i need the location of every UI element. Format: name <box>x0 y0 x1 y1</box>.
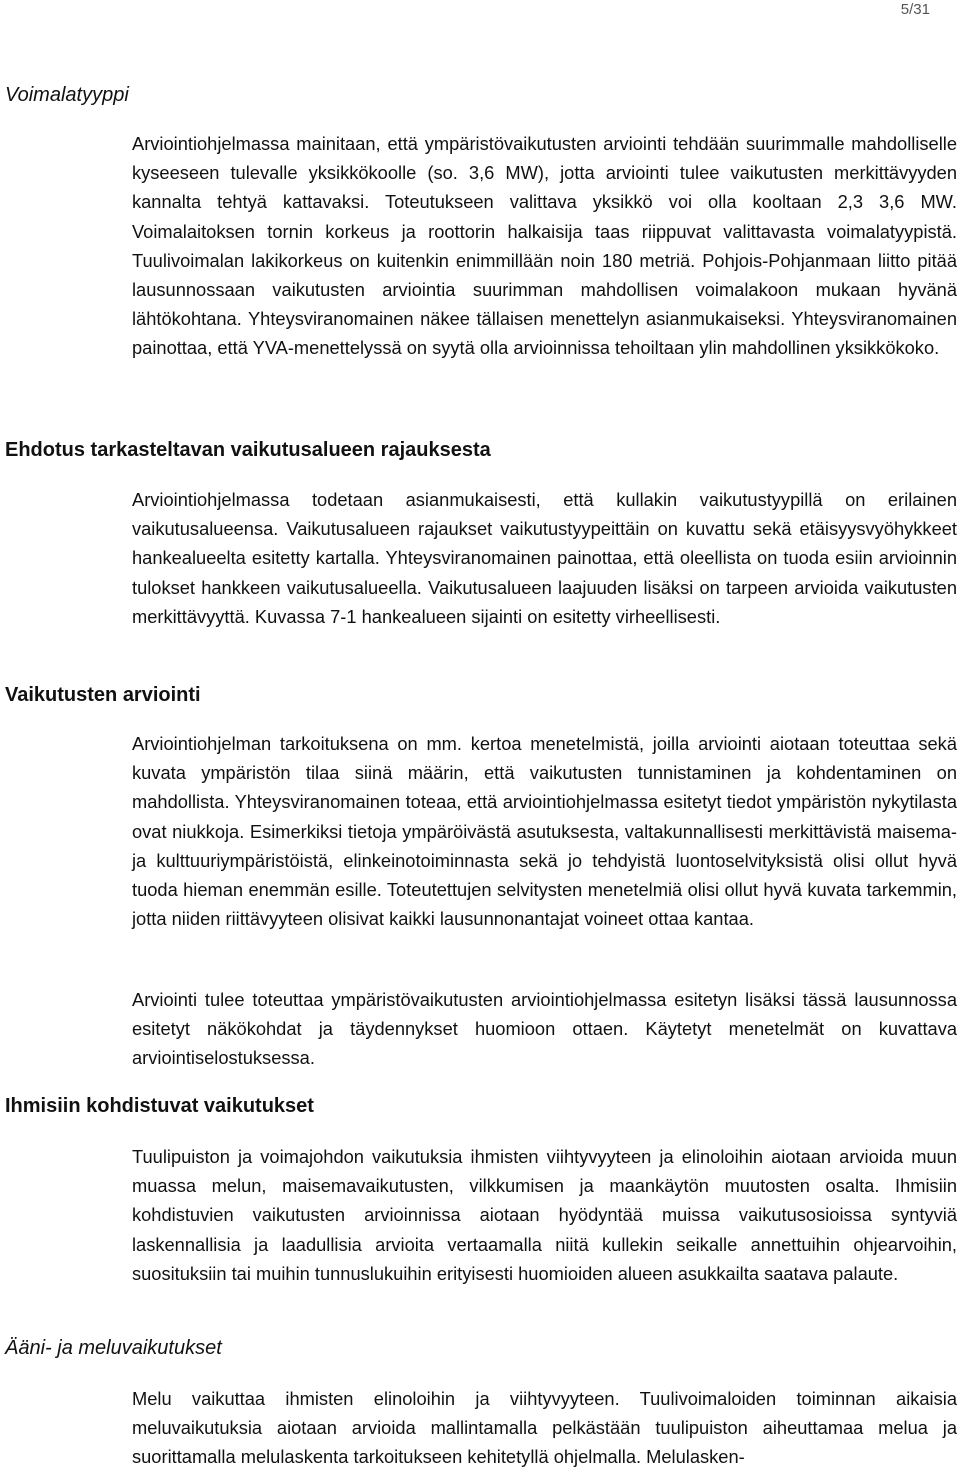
section-heading-arviointi: Vaikutusten arviointi <box>5 684 201 706</box>
paragraph-voimalatyyppi: Arviointiohjelmassa mainitaan, että ympäristövaikutusten arviointi tehdään suurimmalle mahdolliselle kyseeseen tulevalle yksikkökoolle (so. 3,6 MW), jotta arviointi tulee vaikutusten merkittävyyden kannalta tehtyä kattavaksi. Toteutukseen valittava yksikkö voi olla kooltaan 2,3 3,6 MW. Voimalaitoksen tornin korkeus ja roottorin halkaisija taas riippuvat valittavasta voimalatyypistä. Tuulivoimalan lakikorkeus on kuitenkin enimmillään noin 180 metriä. Pohjois-Pohjanmaan liitto pitää lausunnossaan vaikutusten arviointia suurimman mahdollisen voimalakoon mukaan hyvänä lähtökohtana. Yhteysviranomainen näkee tällaisen menettelyn asianmukaiseksi. Yhteysviranomainen painottaa, että YVA-menettelyssä on syytä olla arvioinnissa tehoiltaan ylin mahdollinen yksikkökoko. <box>132 133 957 359</box>
paragraph-arviointi-2: Arviointi tulee toteuttaa ympäristövaikutusten arviointiohjelmassa esitetyn lisäksi tässä lausunnossa esitetyt näkökohdat ja täydennykset huomioon ottaen. Käytetyt menetelmät on kuvattava arviointiselostuksessa. <box>132 989 957 1069</box>
paragraph-rajaus: Arviointiohjelmassa todetaan asianmukaisesti, että kullakin vaikutustyypillä on erilainen vaikutusalueensa. Vaikutusalueen rajaukset vaikutustyypeittäin on kuvattu sekä etäisyysvyöhykkeet hankealueelta esitetty kartalla. Yhteysviranomainen painottaa, että oleellista on tuoda esiin arvioinnin tulokset hankkeen vaikutusalueella. Vaikutusalueen laajuuden lisäksi on tarpeen arvioida vaikutusten merkittävyyttä. Kuvassa 7-1 hankealueen sijainti on esitetty virheellisesti. <box>132 489 957 627</box>
section-heading-ihmisiin: Ihmisiin kohdistuvat vaikutukset <box>5 1095 314 1117</box>
paragraph-melu: Melu vaikuttaa ihmisten elinoloihin ja viihtyvyyteen. Tuulivoimaloiden toiminnan aikaisia meluvaikutuksia aiotaan arvioida mallintamalla pelkästään tuulipuiston aiheuttamaa melua ja suorittamalla melulaskenta tarkoitukseen kehitetyllä ohjelmalla. Melulasken- <box>132 1388 957 1468</box>
paragraph-arviointi-1: Arviointiohjelman tarkoituksena on mm. kertoa menetelmistä, joilla arviointi aiotaan toteuttaa sekä kuvata ympäristön tilaa siinä määrin, että vaikutusten tunnistaminen ja kohdentaminen on mahdollista. Yhteysviranomainen toteaa, että arviointiohjelmassa esitetyt tiedot ympäristön nykytilasta ovat niukkoja. Esimerkiksi tietoja ympäröivästä asutuksesta, valtakunnallisesti merkittävistä maisema- ja kulttuuriympäristöistä, elinkeinotoiminnasta sekä jo tehdyistä luontoselvityksistä olisi ollut hyvä tuoda hieman enemmän esille. Toteutettujen selvitysten menetelmiä olisi ollut hyvä kuvata tarkemmin, jotta niiden riittävyyteen olisivat kaikki lausunnonantajat voineet ottaa kantaa. <box>132 733 957 930</box>
page-number: 5/31 <box>900 1 930 18</box>
section-heading-rajaus: Ehdotus tarkasteltavan vaikutusalueen rajauksesta <box>5 439 491 461</box>
section-heading-melu: Ääni- ja meluvaikutukset <box>5 1337 222 1359</box>
paragraph-ihmisiin: Tuulipuiston ja voimajohdon vaikutuksia ihmisten viihtyvyyteen ja elinoloihin aiotaan arvioida muun muassa melun, maisemavaikutusten, vilkkumisen ja maankäytön muutosten osalta. Ihmisiin kohdistuvien vaikutusten arvioinnissa aiotaan hyödyntää muissa vaikutusosioissa syntyviä laskennallisia ja laadullisia arvioita vertaamalla niitä kullekin seikalle annettuihin ohjearvoihin, suosituksiin tai muihin tunnuslukuihin erityisesti huomioiden alueen asukkailta saatava palaute. <box>132 1146 957 1284</box>
section-heading-voimalatyyppi: Voimalatyyppi <box>5 84 129 106</box>
